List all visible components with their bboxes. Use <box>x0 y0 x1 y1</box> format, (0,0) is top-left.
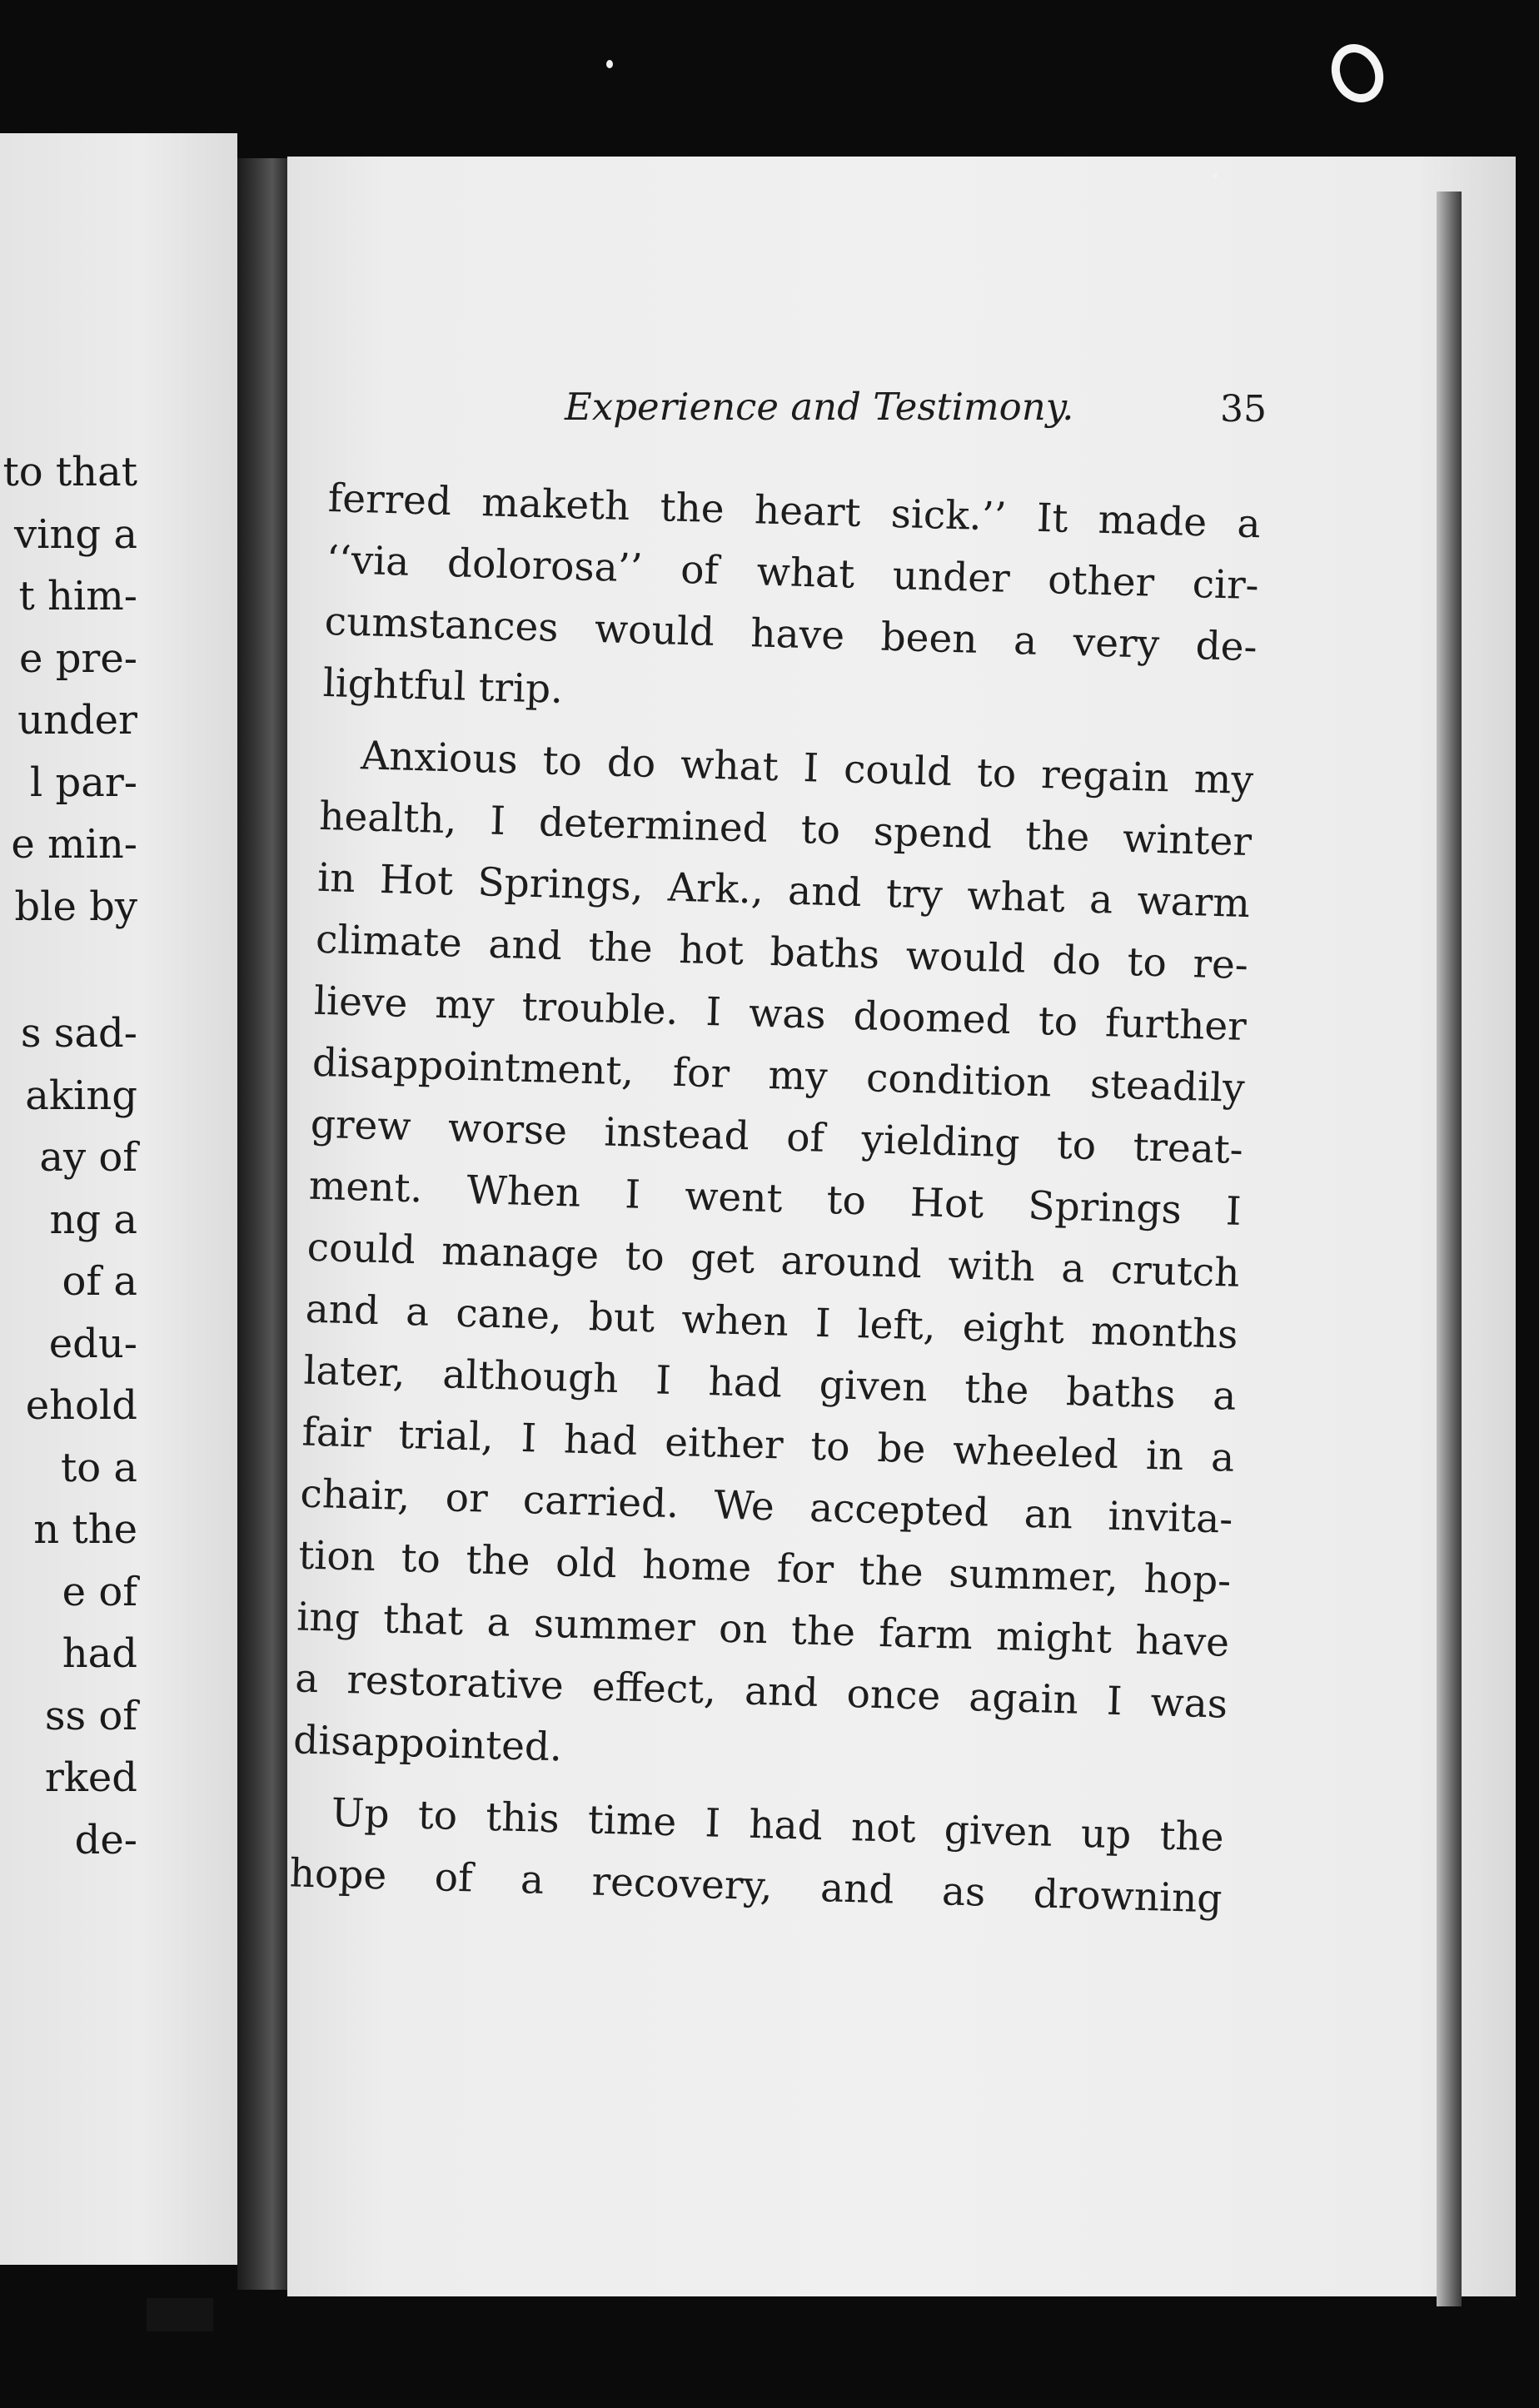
text-line: climate and the hot baths would do to re- <box>315 916 1249 989</box>
page-edge-shadow <box>1437 192 1462 2306</box>
text-line: chair, or carried. We accepted an invita- <box>299 1470 1233 1543</box>
text-line: health, I determined to spend the winter <box>318 793 1253 866</box>
left-fragment-line: had <box>62 1630 137 1677</box>
text-line: disappointment, for my condition steadily <box>311 1039 1246 1112</box>
text-line: tion to the old home for the summer, hop- <box>297 1532 1232 1605</box>
text-line: ment. When I went to Hot Springs I <box>308 1162 1243 1235</box>
left-fragment-line: l par- <box>29 759 137 806</box>
book-gutter-bottom <box>147 2298 213 2331</box>
left-fragment-line: of a <box>62 1258 137 1305</box>
scan-dust <box>1213 173 1218 178</box>
text-line: a restorative effect, and once again I was <box>294 1655 1228 1728</box>
text-line: ing that a summer on the farm might have <box>296 1594 1230 1666</box>
previous-page-text <box>0 441 137 1871</box>
running-title: Experience and Testimony. <box>565 385 1074 429</box>
left-fragment-line: ss of <box>44 1692 137 1739</box>
text-line: grew worse instead of yielding to treat- <box>310 1101 1244 1173</box>
text-line: ‘‘via dolorosa’’ of what under other cir- <box>326 536 1260 609</box>
text-line: lieve my trouble. I was doomed to further <box>313 978 1248 1051</box>
left-fragment-line: n the <box>33 1506 137 1553</box>
left-paragraph-gap <box>0 938 137 1003</box>
text-line: Anxious to do what I could to regain my <box>360 733 1254 804</box>
text-line: lightful trip. <box>322 659 564 713</box>
left-fragment-line: to a <box>60 1444 137 1491</box>
book-gutter <box>237 158 287 2290</box>
text-line: Up to this time I had not given up the <box>331 1789 1225 1861</box>
left-fragment-line: ving a <box>14 510 137 558</box>
left-fragment-line: s sad- <box>20 1010 137 1057</box>
left-fragment-line: ay of <box>39 1134 137 1181</box>
running-head <box>0 385 1539 443</box>
page-number: 35 <box>1220 388 1267 430</box>
left-fragment-line: ng a <box>49 1196 137 1243</box>
scan-artifact <box>1322 36 1393 112</box>
left-fragment-line: de- <box>74 1816 137 1863</box>
scan-dust <box>606 60 613 68</box>
left-fragment-line: under <box>17 697 137 744</box>
left-fragment-line: aking <box>25 1072 137 1119</box>
text-line: hope of a recovery, and as drowning <box>289 1850 1223 1923</box>
text-line: later, although I had given the baths a <box>302 1347 1238 1420</box>
left-fragment-line: ehold <box>25 1382 137 1429</box>
left-fragment-line: e of <box>62 1568 137 1615</box>
left-fragment-line: rked <box>44 1754 137 1801</box>
text-line: ferred maketh the heart sick.’’ It made a <box>327 475 1262 548</box>
text-line: disappointed. <box>292 1717 563 1771</box>
left-fragment-line: t him- <box>18 573 137 619</box>
text-line: could manage to get around with a crutch <box>306 1224 1241 1296</box>
left-fragment-line: e min- <box>11 821 137 868</box>
text-line: cumstances would have been a very de- <box>324 598 1258 671</box>
text-line: in Hot Springs, Ark., and try what a warm <box>316 854 1251 928</box>
left-fragment-line: ble by <box>14 883 137 930</box>
previous-page <box>0 133 237 2265</box>
left-fragment-line: edu- <box>48 1320 137 1367</box>
left-fragment-line: e pre- <box>19 634 137 682</box>
text-line: fair trial, I had either to be wheeled in a <box>301 1409 1235 1481</box>
text-line: and a cane, but when I left, eight months <box>305 1286 1239 1358</box>
left-fragment-line: to that <box>2 449 137 495</box>
page-body <box>289 468 1262 1931</box>
